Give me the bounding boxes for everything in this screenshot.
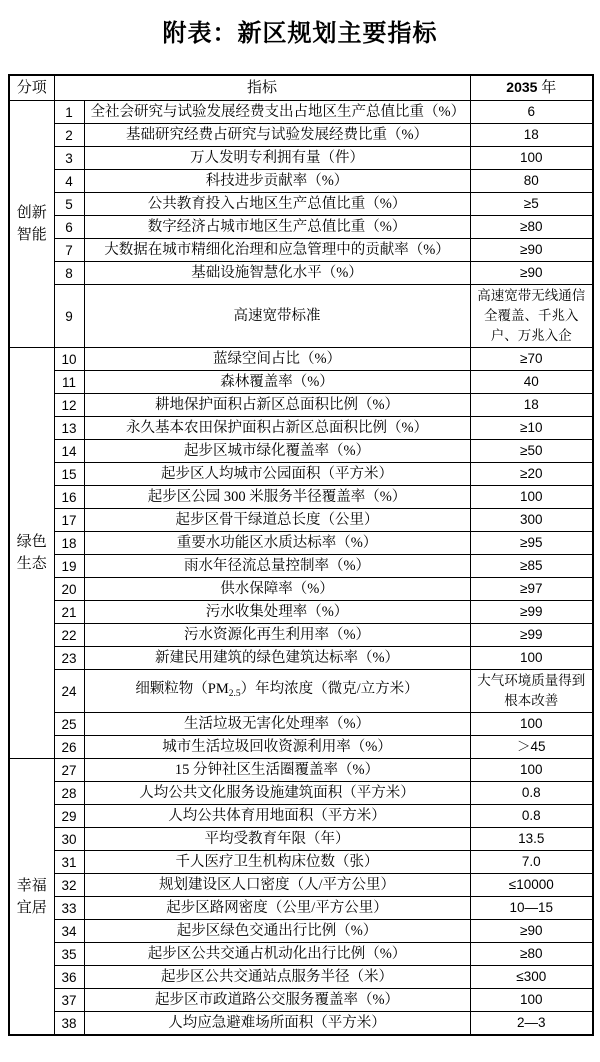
indicator-cell: 公共教育投入占地区生产总值比重（%） <box>84 193 470 216</box>
header-indicator: 指标 <box>54 75 470 101</box>
row-number-cell: 20 <box>54 578 84 601</box>
row-number-cell: 35 <box>54 943 84 966</box>
header-year-value: 2035 <box>506 79 538 95</box>
table-row <box>9 851 593 874</box>
indicator-cell: 起步区市政道路公交服务覆盖率（%） <box>84 989 470 1012</box>
table-row <box>9 285 593 348</box>
row-number-cell: 9 <box>54 285 84 348</box>
indicators-table <box>8 74 594 1036</box>
table-row <box>9 989 593 1012</box>
category-cell <box>9 101 54 348</box>
table-body <box>9 101 593 1036</box>
indicator-cell: 大数据在城市精细化治理和应急管理中的贡献率（%） <box>84 239 470 262</box>
table-row <box>9 782 593 805</box>
indicator-cell: 15 分钟社区生活圈覆盖率（%） <box>84 759 470 782</box>
table-row <box>9 170 593 193</box>
value-cell: 2—3 <box>470 1012 593 1036</box>
table-row <box>9 101 593 124</box>
row-number-cell: 34 <box>54 920 84 943</box>
row-number-cell: 1 <box>54 101 84 124</box>
table-row <box>9 124 593 147</box>
indicator-cell: 万人发明专利拥有量（件） <box>84 147 470 170</box>
indicator-cell: 全社会研究与试验发展经费支出占地区生产总值比重（%） <box>84 101 470 124</box>
table-row <box>9 147 593 170</box>
table-row <box>9 371 593 394</box>
header-row <box>9 75 593 101</box>
indicator-cell: 起步区公园 300 米服务半径覆盖率（%） <box>84 486 470 509</box>
indicator-text: ）年均浓度（微克/立方米） <box>240 680 419 697</box>
indicator-cell: 规划建设区人口密度（人/平方公里） <box>84 874 470 897</box>
table-header <box>9 75 593 101</box>
value-cell: 0.8 <box>470 782 593 805</box>
category-label-line: 宜居 <box>16 899 47 916</box>
row-number-cell: 33 <box>54 897 84 920</box>
table-row <box>9 897 593 920</box>
table-row <box>9 463 593 486</box>
row-number-cell: 38 <box>54 1012 84 1036</box>
row-number-cell: 37 <box>54 989 84 1012</box>
indicator-cell: 千人医疗卫生机构床位数（张） <box>84 851 470 874</box>
indicator-cell: 起步区公共交通站点服务半径（米） <box>84 966 470 989</box>
category-cell <box>9 759 54 1036</box>
indicator-cell: 新建民用建筑的绿色建筑达标率（%） <box>84 647 470 670</box>
row-number-cell: 16 <box>54 486 84 509</box>
indicator-cell: 基础研究经费占研究与试验发展经费比重（%） <box>84 124 470 147</box>
row-number-cell: 25 <box>54 713 84 736</box>
table-row <box>9 509 593 532</box>
value-cell: 100 <box>470 647 593 670</box>
indicator-cell: 起步区公共交通占机动化出行比例（%） <box>84 943 470 966</box>
header-year <box>470 75 593 101</box>
value-cell: 100 <box>470 147 593 170</box>
indicator-cell: 污水收集处理率（%） <box>84 601 470 624</box>
value-cell: ≥5 <box>470 193 593 216</box>
page-title: 附表：新区规划主要指标 <box>162 20 438 47</box>
value-cell: ≤300 <box>470 966 593 989</box>
row-number-cell: 15 <box>54 463 84 486</box>
indicator-subscript: 2.5 <box>228 688 241 699</box>
row-number-cell: 24 <box>54 670 84 713</box>
header-category: 分项 <box>9 75 54 101</box>
indicator-cell: 起步区城市绿化覆盖率（%） <box>84 440 470 463</box>
indicator-cell: 雨水年径流总量控制率（%） <box>84 555 470 578</box>
indicator-cell: 人均应急避难场所面积（平方米） <box>84 1012 470 1036</box>
row-number-cell: 31 <box>54 851 84 874</box>
value-cell: 13.5 <box>470 828 593 851</box>
table-row <box>9 874 593 897</box>
header-year-unit: 年 <box>537 80 557 96</box>
table-row <box>9 262 593 285</box>
value-cell: ≥50 <box>470 440 593 463</box>
row-number-cell: 14 <box>54 440 84 463</box>
row-number-cell: 18 <box>54 532 84 555</box>
indicator-cell: 起步区绿色交通出行比例（%） <box>84 920 470 943</box>
table-row <box>9 578 593 601</box>
indicator-cell: 起步区人均城市公园面积（平方米） <box>84 463 470 486</box>
row-number-cell: 10 <box>54 348 84 371</box>
table-row <box>9 805 593 828</box>
category-label-line: 创新 <box>16 205 47 221</box>
value-cell: 80 <box>470 170 593 193</box>
value-cell: ≥20 <box>470 463 593 486</box>
table-row <box>9 239 593 262</box>
row-number-cell: 3 <box>54 147 84 170</box>
value-cell: 100 <box>470 759 593 782</box>
row-number-cell: 11 <box>54 371 84 394</box>
row-number-cell: 17 <box>54 509 84 532</box>
table-row <box>9 1012 593 1036</box>
indicator-cell: 供水保障率（%） <box>84 578 470 601</box>
table-row <box>9 532 593 555</box>
row-number-cell: 22 <box>54 624 84 647</box>
value-cell: 100 <box>470 989 593 1012</box>
row-number-cell: 30 <box>54 828 84 851</box>
value-cell: 100 <box>470 713 593 736</box>
indicator-cell: 生活垃圾无害化处理率（%） <box>84 713 470 736</box>
indicator-cell: 起步区骨干绿道总长度（公里） <box>84 509 470 532</box>
table-row <box>9 348 593 371</box>
row-number-cell: 8 <box>54 262 84 285</box>
category-label-line: 生态 <box>16 556 47 572</box>
table-row <box>9 555 593 578</box>
row-number-cell: 27 <box>54 759 84 782</box>
table-row <box>9 647 593 670</box>
value-cell: 高速宽带无线通信全覆盖、千兆入户、万兆入企 <box>470 285 593 348</box>
row-number-cell: 19 <box>54 555 84 578</box>
table-row <box>9 966 593 989</box>
indicator-cell: 永久基本农田保护面积占新区总面积比例（%） <box>84 417 470 440</box>
table-row <box>9 216 593 239</box>
value-cell: 18 <box>470 124 593 147</box>
value-cell: ≥90 <box>470 920 593 943</box>
row-number-cell: 13 <box>54 417 84 440</box>
row-number-cell: 36 <box>54 966 84 989</box>
indicator-cell: 起步区路网密度（公里/平方公里） <box>84 897 470 920</box>
indicator-cell: 森林覆盖率（%） <box>84 371 470 394</box>
row-number-cell: 28 <box>54 782 84 805</box>
value-cell: ≥90 <box>470 239 593 262</box>
indicator-cell: 数字经济占城市地区生产总值比重（%） <box>84 216 470 239</box>
table-row <box>9 943 593 966</box>
indicator-cell: 耕地保护面积占新区总面积比例（%） <box>84 394 470 417</box>
value-cell: 6 <box>470 101 593 124</box>
value-cell: 大气环境质量得到根本改善 <box>470 670 593 713</box>
table-row <box>9 670 593 713</box>
table-row <box>9 193 593 216</box>
value-cell: ≤10000 <box>470 874 593 897</box>
indicator-cell: 科技进步贡献率（%） <box>84 170 470 193</box>
row-number-cell: 12 <box>54 394 84 417</box>
indicator-cell: 城市生活垃圾回收资源利用率（%） <box>84 736 470 759</box>
category-label-line: 绿色 <box>16 534 47 550</box>
indicator-cell: 平均受教育年限（年） <box>84 828 470 851</box>
table-row <box>9 828 593 851</box>
category-label-line: 幸福 <box>16 877 47 894</box>
value-cell: ≥80 <box>470 943 593 966</box>
row-number-cell: 5 <box>54 193 84 216</box>
table-row <box>9 440 593 463</box>
value-cell: 0.8 <box>470 805 593 828</box>
value-cell: ＞45 <box>470 736 593 759</box>
value-cell: 40 <box>470 371 593 394</box>
value-cell: ≥90 <box>470 262 593 285</box>
value-cell: ≥70 <box>470 348 593 371</box>
table-row <box>9 736 593 759</box>
value-cell: 10—15 <box>470 897 593 920</box>
value-cell: ≥95 <box>470 532 593 555</box>
value-cell: ≥99 <box>470 624 593 647</box>
table-row <box>9 759 593 782</box>
value-cell: ≥80 <box>470 216 593 239</box>
row-number-cell: 6 <box>54 216 84 239</box>
value-cell: ≥10 <box>470 417 593 440</box>
table-row <box>9 601 593 624</box>
value-cell: ≥99 <box>470 601 593 624</box>
category-label-line: 智能 <box>16 227 47 243</box>
indicator-cell: 人均公共体育用地面积（平方米） <box>84 805 470 828</box>
table-row <box>9 417 593 440</box>
row-number-cell: 21 <box>54 601 84 624</box>
indicator-cell <box>84 670 470 713</box>
table-row <box>9 394 593 417</box>
indicator-cell: 重要水功能区水质达标率（%） <box>84 532 470 555</box>
table-row <box>9 713 593 736</box>
table-row <box>9 486 593 509</box>
value-cell: 100 <box>470 486 593 509</box>
value-cell: 300 <box>470 509 593 532</box>
indicator-cell: 污水资源化再生利用率（%） <box>84 624 470 647</box>
row-number-cell: 7 <box>54 239 84 262</box>
indicator-cell: 蓝绿空间占比（%） <box>84 348 470 371</box>
value-cell: 18 <box>470 394 593 417</box>
value-cell: ≥97 <box>470 578 593 601</box>
row-number-cell: 23 <box>54 647 84 670</box>
table-row <box>9 920 593 943</box>
row-number-cell: 32 <box>54 874 84 897</box>
row-number-cell: 2 <box>54 124 84 147</box>
indicator-text: 细颗粒物（PM <box>135 680 229 697</box>
indicator-cell: 基础设施智慧化水平（%） <box>84 262 470 285</box>
indicator-cell: 高速宽带标准 <box>84 285 470 348</box>
value-cell: 7.0 <box>470 851 593 874</box>
row-number-cell: 4 <box>54 170 84 193</box>
value-cell: ≥85 <box>470 555 593 578</box>
indicator-cell: 人均公共文化服务设施建筑面积（平方米） <box>84 782 470 805</box>
row-number-cell: 26 <box>54 736 84 759</box>
table-row <box>9 624 593 647</box>
row-number-cell: 29 <box>54 805 84 828</box>
category-cell <box>9 348 54 759</box>
